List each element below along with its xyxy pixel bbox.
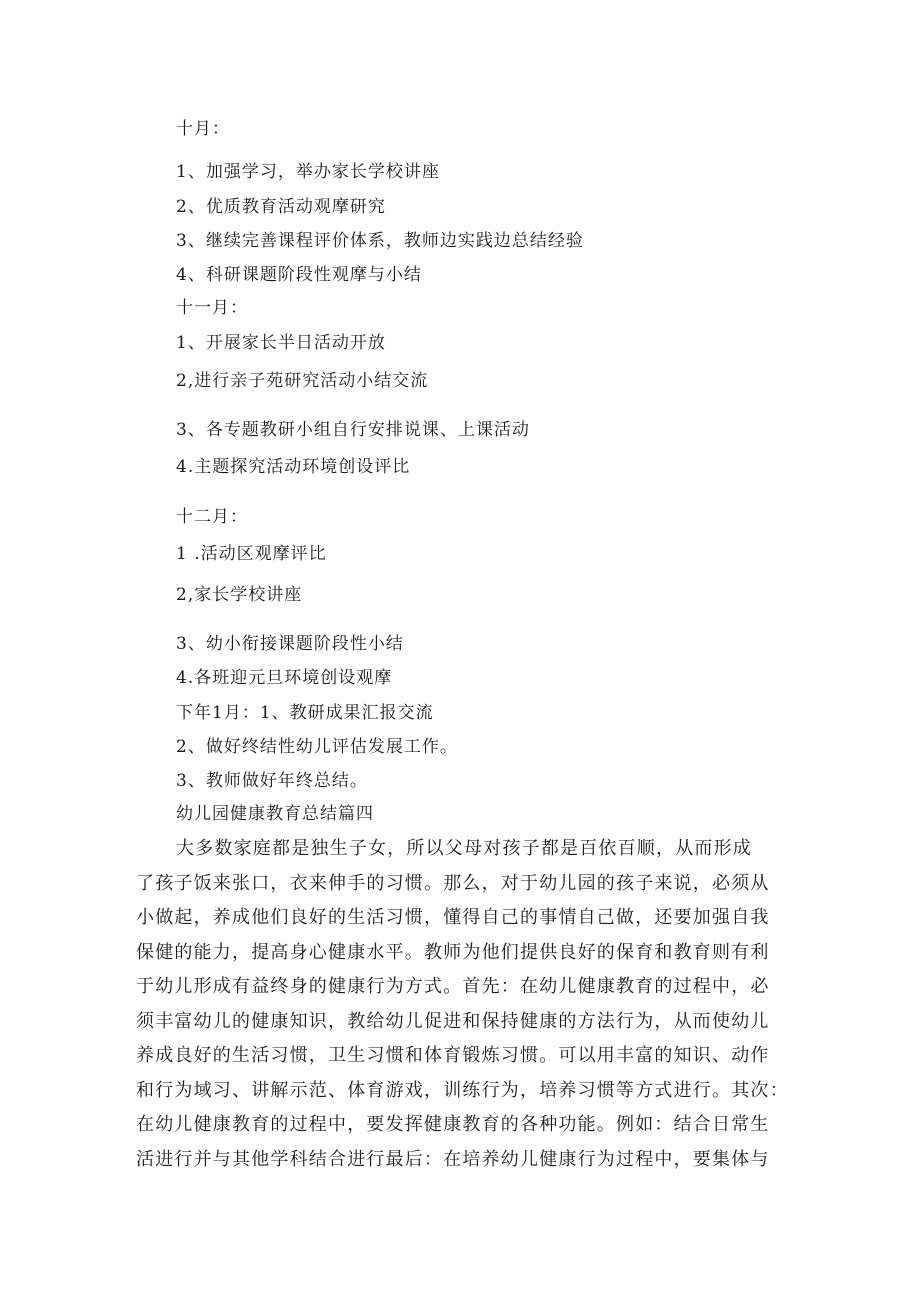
paragraph-line: 活进行并与其他学科结合进行最后：在培养幼儿健康行为过程中，要集体与	[136, 1148, 770, 1170]
paragraph-line: 须丰富幼儿的健康知识，教给幼儿促进和保持健康的方法行为，从而使幼儿	[136, 1010, 770, 1032]
list-item: 3、继续完善课程评价体系，教师边实践边总结经验	[176, 231, 584, 251]
body-paragraph	[136, 832, 792, 1177]
paragraph-line: 保健的能力，提高身心健康水平。教师为他们提供良好的保育和教育则有利	[136, 941, 770, 963]
list-item: 3、教师做好年终总结。	[176, 771, 368, 791]
list-item: 4、科研课题阶段性观摩与小结	[176, 265, 422, 285]
list-item: 1、开展家长半日活动开放	[176, 333, 386, 353]
list-item: 2、优质教育活动观摩研究	[176, 197, 386, 217]
heading-october: 十月：	[176, 119, 230, 139]
list-item: 1、加强学习，举办家长学校讲座	[176, 162, 440, 182]
paragraph-line: 了孩子饭来张口，衣来伸手的习惯。那么，对于幼儿园的孩子来说，必须从	[136, 872, 770, 894]
paragraph-line: 和行为域习、讲解示范、体育游戏，训练行为，培养习惯等方式进行。其次：	[136, 1079, 789, 1101]
paragraph-line: 大多数家庭都是独生子女，所以父母对孩子都是百依百顺，从而形成	[176, 838, 752, 859]
list-item: 2,家长学校讲座	[176, 585, 303, 605]
paragraph-line: 养成良好的生活习惯，卫生习惯和体育锻炼习惯。可以用丰富的知识、动作	[136, 1045, 770, 1066]
paragraph-line: 小做起，养成他们良好的生活习惯，懂得自己的事情自己做，还要加强自我	[136, 907, 770, 928]
list-item: 3、幼小衔接课题阶段性小结	[176, 634, 404, 654]
list-item: 4.各班迎元旦环境创设观摩	[176, 668, 393, 688]
heading-december: 十二月：	[176, 507, 248, 527]
list-item: 下年1月：1、教研成果汇报交流	[176, 703, 434, 723]
paragraph-line: 在幼儿健康教育的过程中，要发挥健康教育的各种功能。例如：结合日常生	[136, 1114, 770, 1135]
list-item: 4.主题探究活动环境创设评比	[176, 457, 411, 477]
paragraph-line: 于幼儿形成有益终身的健康行为方式。首先：在幼儿健康教育的过程中，必	[136, 976, 770, 997]
list-item: 3、各专题教研小组自行安排说课、上课活动	[176, 420, 530, 440]
heading-november: 十一月：	[176, 298, 248, 318]
list-item: 1 .活动区观摩评比	[176, 544, 327, 564]
section-title: 幼儿园健康教育总结篇四	[176, 804, 374, 824]
list-item: 2,进行亲子苑研究活动小结交流	[176, 371, 429, 391]
list-item: 2、做好终结性幼儿评估发展工作。	[176, 737, 458, 757]
